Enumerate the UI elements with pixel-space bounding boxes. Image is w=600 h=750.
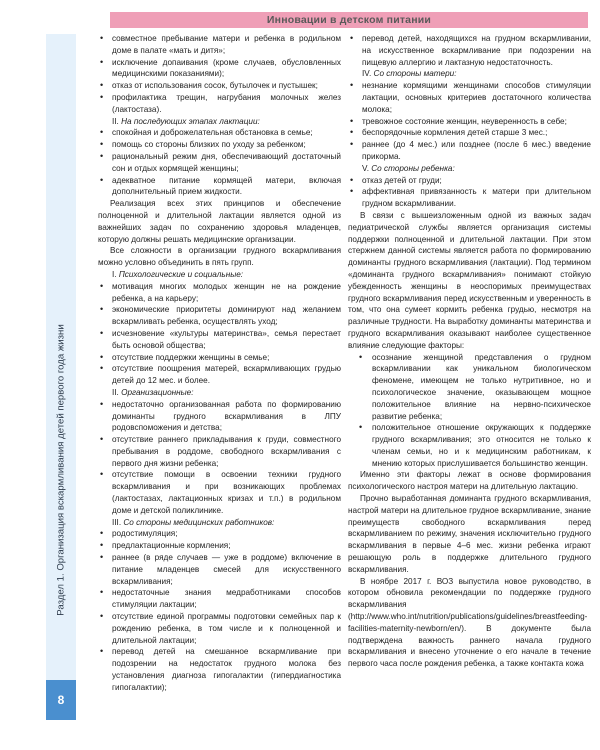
list-item: • рациональный режим дня, обеспечивающий достаточный сон и отдых кормящей женщины;	[98, 151, 341, 175]
list-item: • перевод детей, находящихся на грудном вскармливании, на искусственное вскармливание при подозрении на пищевую аллергию и лактазную недостаточность.	[348, 33, 591, 68]
paragraph: В связи с вышеизложенным одной из важных задач педиатрической службы является организация системы поддержки полноценной и длительной лактации. При этом стержнем данной системы является работа по формированию доминанты грудного вскармливания (лактации). Под термином «доминанта грудного вскармливания» понимают стойкую убежденность женщины в неоспоримых преимуществах грудного вскармливания перед искусственным и уверенность в том, что она сумеет кормить ребенка грудью, несмотря на различные трудности. На выработку доминанты материнства и грудного вскармливания оказывают наиболее существенное влияние следующие факторы:	[348, 210, 591, 350]
list-item: • незнание кормящими женщинами способов стимуляции лактации, основных критериев достаточного количества молока;	[348, 80, 591, 115]
subheading-number: IV.	[362, 69, 372, 79]
subheading	[98, 387, 341, 399]
subheading-number: III.	[112, 517, 122, 527]
subheading	[348, 68, 591, 80]
list-item: • отсутствие поддержки женщины в семье;	[98, 352, 341, 364]
paragraph: Именно эти факторы лежат в основе формирования психологического настроя матери на длительную лактацию.	[348, 470, 591, 492]
list-item: • исчезновение «культуры материнства», семья перестает быть основой общества;	[98, 328, 341, 352]
subheading-number: II.	[112, 116, 119, 126]
subheading	[98, 517, 341, 529]
list-item: • родостимуляция;	[98, 528, 341, 540]
list-item: • аффективная привязанность к матери при длительном грудном вскармливании.	[348, 186, 591, 210]
page-number-box	[46, 680, 76, 720]
list-item: • положительное отношение окружающих к поддержке грудного вскармливания; это относится не только к членам семьи, но и к медицинским работникам, к мнению которых прислушивается большинство женщин.	[348, 422, 591, 469]
subheading-text: Со стороны медицинских работников:	[123, 517, 275, 527]
left-column	[98, 33, 341, 694]
subheading-text: Психологические и социальные:	[118, 269, 244, 279]
subheading-number: II.	[112, 387, 119, 397]
list-item: • отсутствие раннего прикладывания к груди, совместного пребывания в роддоме, свободного вскармливания с первого дня жизни ребенка;	[98, 434, 341, 469]
list-item: • отказ детей от груди;	[348, 175, 591, 187]
list-item: • профилактика трещин, нагрубания молочных желез (лактостаза).	[98, 92, 341, 116]
list-item: • спокойная и доброжелательная обстановка в семье;	[98, 127, 341, 139]
list-item: • мотивация многих молодых женщин не на рождение ребенка, а на карьеру;	[98, 281, 341, 305]
subheading-text: Со стороны ребенка:	[371, 163, 455, 173]
right-column	[348, 33, 591, 670]
header-band	[110, 12, 588, 28]
subheading	[98, 269, 341, 281]
page-number: 8	[57, 693, 65, 707]
list-item: • исключение допаивания (кроме случаев, обусловленных медицинскими показаниями);	[98, 57, 341, 81]
list-item: • осознание женщиной представления о грудном вскармливании как уникальном биологическом феномене, имеющем не только нутритивное, но и психологическое значение, оказывающем мощное положительное влияние на нервно-психическое развитие ребенка;	[348, 352, 591, 423]
subheading-text: Со стороны матери:	[373, 69, 457, 79]
list-item: • недостаточно организованная работа по формированию доминанты грудного вскармливания в ЛПУ родовспоможения и детства;	[98, 399, 341, 434]
list-item: • недостаточные знания медработниками способов стимуляции лактации;	[98, 587, 341, 611]
list-item: • раннее (в ряде случаев — уже в роддоме) включение в питание младенцев смесей для искусственного вскармливания;	[98, 552, 341, 587]
paragraph: В ноябре 2017 г. ВОЗ выпустила новое руководство, в котором обновила рекомендации по поддержке грудного вскармливания (http://www.who.int/nutrition/publications/guidelines/breastfeeding-facilities-maternity-newborn/en/). В документе была подтверждена важность раннего начала грудного вскармливания и внесено уточнение о его начале в течение первого часа после рождения ребенка, а также контакта кожа	[348, 576, 591, 669]
subheading-text: На последующих этапах лактации:	[121, 116, 260, 126]
list-item: • адекватное питание кормящей матери, включая дополнительный прием жидкости.	[98, 175, 341, 199]
subheading	[348, 163, 591, 175]
subheading-number: I.	[112, 269, 117, 279]
running-header-title: Инновации в детском питании	[266, 14, 432, 26]
list-item: • отсутствие помощи в освоении техники грудного вскармливания и при возникающих проблемах (лактостазах, лактационных кризах и т.п.) в родильном доме и детской поликлинике.	[98, 469, 341, 516]
subheading	[98, 116, 341, 128]
list-item: • помощь со стороны близких по уходу за ребенком;	[98, 139, 341, 151]
list-item: • отказ от использования сосок, бутылочек и пустышек;	[98, 80, 341, 92]
subheading-text: Организационные:	[121, 387, 194, 397]
section-label: Раздел 1. Организация вскармливания детей первого года жизни	[55, 324, 67, 616]
list-item: • раннее (до 4 мес.) или позднее (после 6 мес.) введение прикорма.	[348, 139, 591, 163]
list-item: • предлактационные кормления;	[98, 540, 341, 552]
list-item: • перевод детей на смешанное вскармливание при подозрении на недостаток грудного молока без установления диагноза гипогалактии (гипердиагностика гипогалактии);	[98, 646, 341, 693]
list-item: • отсутствие поощрения матерей, вскармливающих грудью детей до 12 мес. и более.	[98, 363, 341, 387]
list-item: • совместное пребывание матери и ребенка в родильном доме в палате «мать и дитя»;	[98, 33, 341, 57]
paragraph: Прочно выработанная доминанта грудного вскармливания, настрой матери на длительное грудное вскармливание, знание преимуществ свободного вскармливания перед вскармливанием по режиму, значения исключительно грудного вскармливания в первые 4–6 мес. жизни ребенка играют решающую роль в поддержке длительного грудного вскармливания.	[348, 494, 591, 574]
list-item: • отсутствие единой программы подготовки семейных пар к рождению ребенка, в том числе и к полноценной и длительной лактации;	[98, 611, 341, 646]
list-item: • тревожное состояние женщин, неуверенность в себе;	[348, 116, 591, 128]
list-item: • беспорядочные кормления детей старше 3 мес.;	[348, 127, 591, 139]
subheading-number: V.	[362, 163, 369, 173]
paragraph: Реализация всех этих принципов и обеспечение полноценной и длительной лактации является одной из важнейших задач по сохранению здоровья младенцев, которую должны решать медицинские организации.	[98, 199, 341, 244]
paragraph: Все сложности в организации грудного вскармливания можно условно объединить в пять групп.	[98, 246, 341, 268]
list-item: • экономические приоритеты доминируют над желанием вскармливать ребенка, осуществлять уход;	[98, 304, 341, 328]
